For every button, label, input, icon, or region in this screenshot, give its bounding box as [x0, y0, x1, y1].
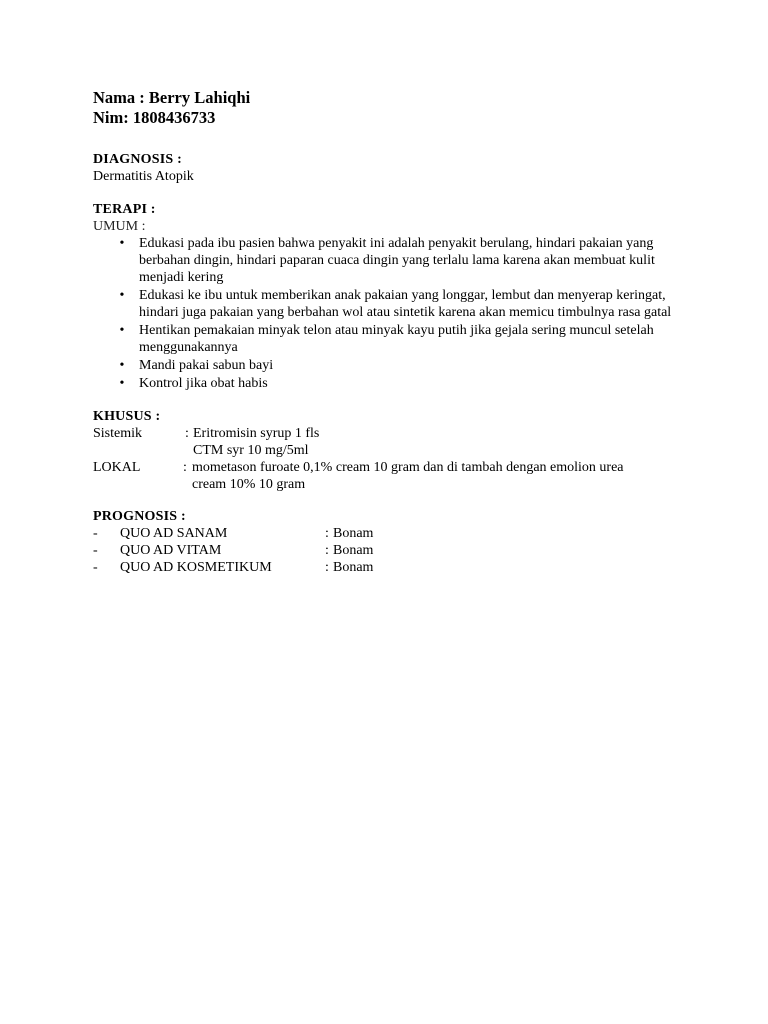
list-item: [93, 357, 679, 374]
bullet-icon: •: [119, 323, 125, 338]
list-item-text: Mandi pakai sabun bayi: [139, 358, 274, 373]
prognosis-row: [93, 525, 693, 542]
umum-label: UMUM :: [93, 219, 146, 234]
list-item: [93, 235, 679, 286]
bullet-icon: •: [119, 288, 125, 303]
student-name: Nama : Berry Lahiqhi: [93, 88, 251, 107]
lokal-value-1: mometason furoate 0,1% cream 10 gram dan di tambah dengan emolion urea: [192, 460, 624, 475]
lokal-row: [93, 459, 693, 493]
list-item-text: Kontrol jika obat habis: [139, 376, 268, 391]
prognosis-value: Bonam: [333, 560, 374, 575]
lokal-value-2: cream 10% 10 gram: [192, 477, 306, 492]
lokal-label: LOKAL: [93, 460, 141, 475]
list-item: [93, 322, 679, 356]
diagnosis-value: Dermatitis Atopik: [93, 169, 194, 184]
prognosis-colon: :: [325, 543, 329, 558]
document-page: [93, 88, 693, 576]
list-item-text: Edukasi ke ibu untuk memberikan anak pakaian yang longgar, lembut dan menyerap keringat, hindari juga pakaian yang berbahan wol atau sintetik karena akan memicu timbulnya rasa gatal: [139, 288, 672, 320]
prognosis-name: QUO AD VITAM: [120, 543, 222, 558]
lokal-colon: :: [183, 460, 187, 475]
dash-marker: -: [93, 543, 98, 558]
list-item-text: Edukasi pada ibu pasien bahwa penyakit ini adalah penyakit berulang, hindari pakaian yang berbahan dingin, hindari paparan cuaca dingin yang terlalu lama karena akan membuat kulit menjadi kering: [139, 236, 655, 285]
prognosis-colon: :: [325, 560, 329, 575]
list-item: [93, 287, 679, 321]
prognosis-name: QUO AD KOSMETIKUM: [120, 560, 272, 575]
sistemik-row-2: [93, 442, 693, 459]
khusus-heading: KHUSUS :: [93, 409, 161, 424]
umum-list: [93, 235, 693, 392]
prognosis-value: Bonam: [333, 543, 374, 558]
prognosis-name: QUO AD SANAM: [120, 526, 228, 541]
prognosis-row: [93, 559, 693, 576]
bullet-icon: •: [119, 376, 125, 391]
terapi-heading: TERAPI :: [93, 202, 156, 217]
dash-marker: -: [93, 560, 98, 575]
sistemik-colon: :: [185, 426, 189, 441]
diagnosis-heading: DIAGNOSIS :: [93, 152, 182, 167]
prognosis-value: Bonam: [333, 526, 374, 541]
dash-marker: -: [93, 526, 98, 541]
list-item-text: Hentikan pemakaian minyak telon atau minyak kayu putih jika gejala sering muncul setelah menggunakannya: [139, 323, 654, 355]
sistemik-label: Sistemik: [93, 426, 143, 441]
prognosis-row: [93, 542, 693, 559]
prognosis-colon: :: [325, 526, 329, 541]
sistemik-row: [93, 425, 693, 442]
prognosis-heading: PROGNOSIS :: [93, 509, 186, 524]
bullet-icon: •: [119, 358, 125, 373]
student-nim: Nim: 1808436733: [93, 108, 216, 127]
bullet-icon: •: [119, 236, 125, 251]
list-item: [93, 375, 679, 392]
sistemik-value-1: Eritromisin syrup 1 fls: [193, 426, 320, 441]
sistemik-value-2: CTM syr 10 mg/5ml: [193, 443, 309, 458]
